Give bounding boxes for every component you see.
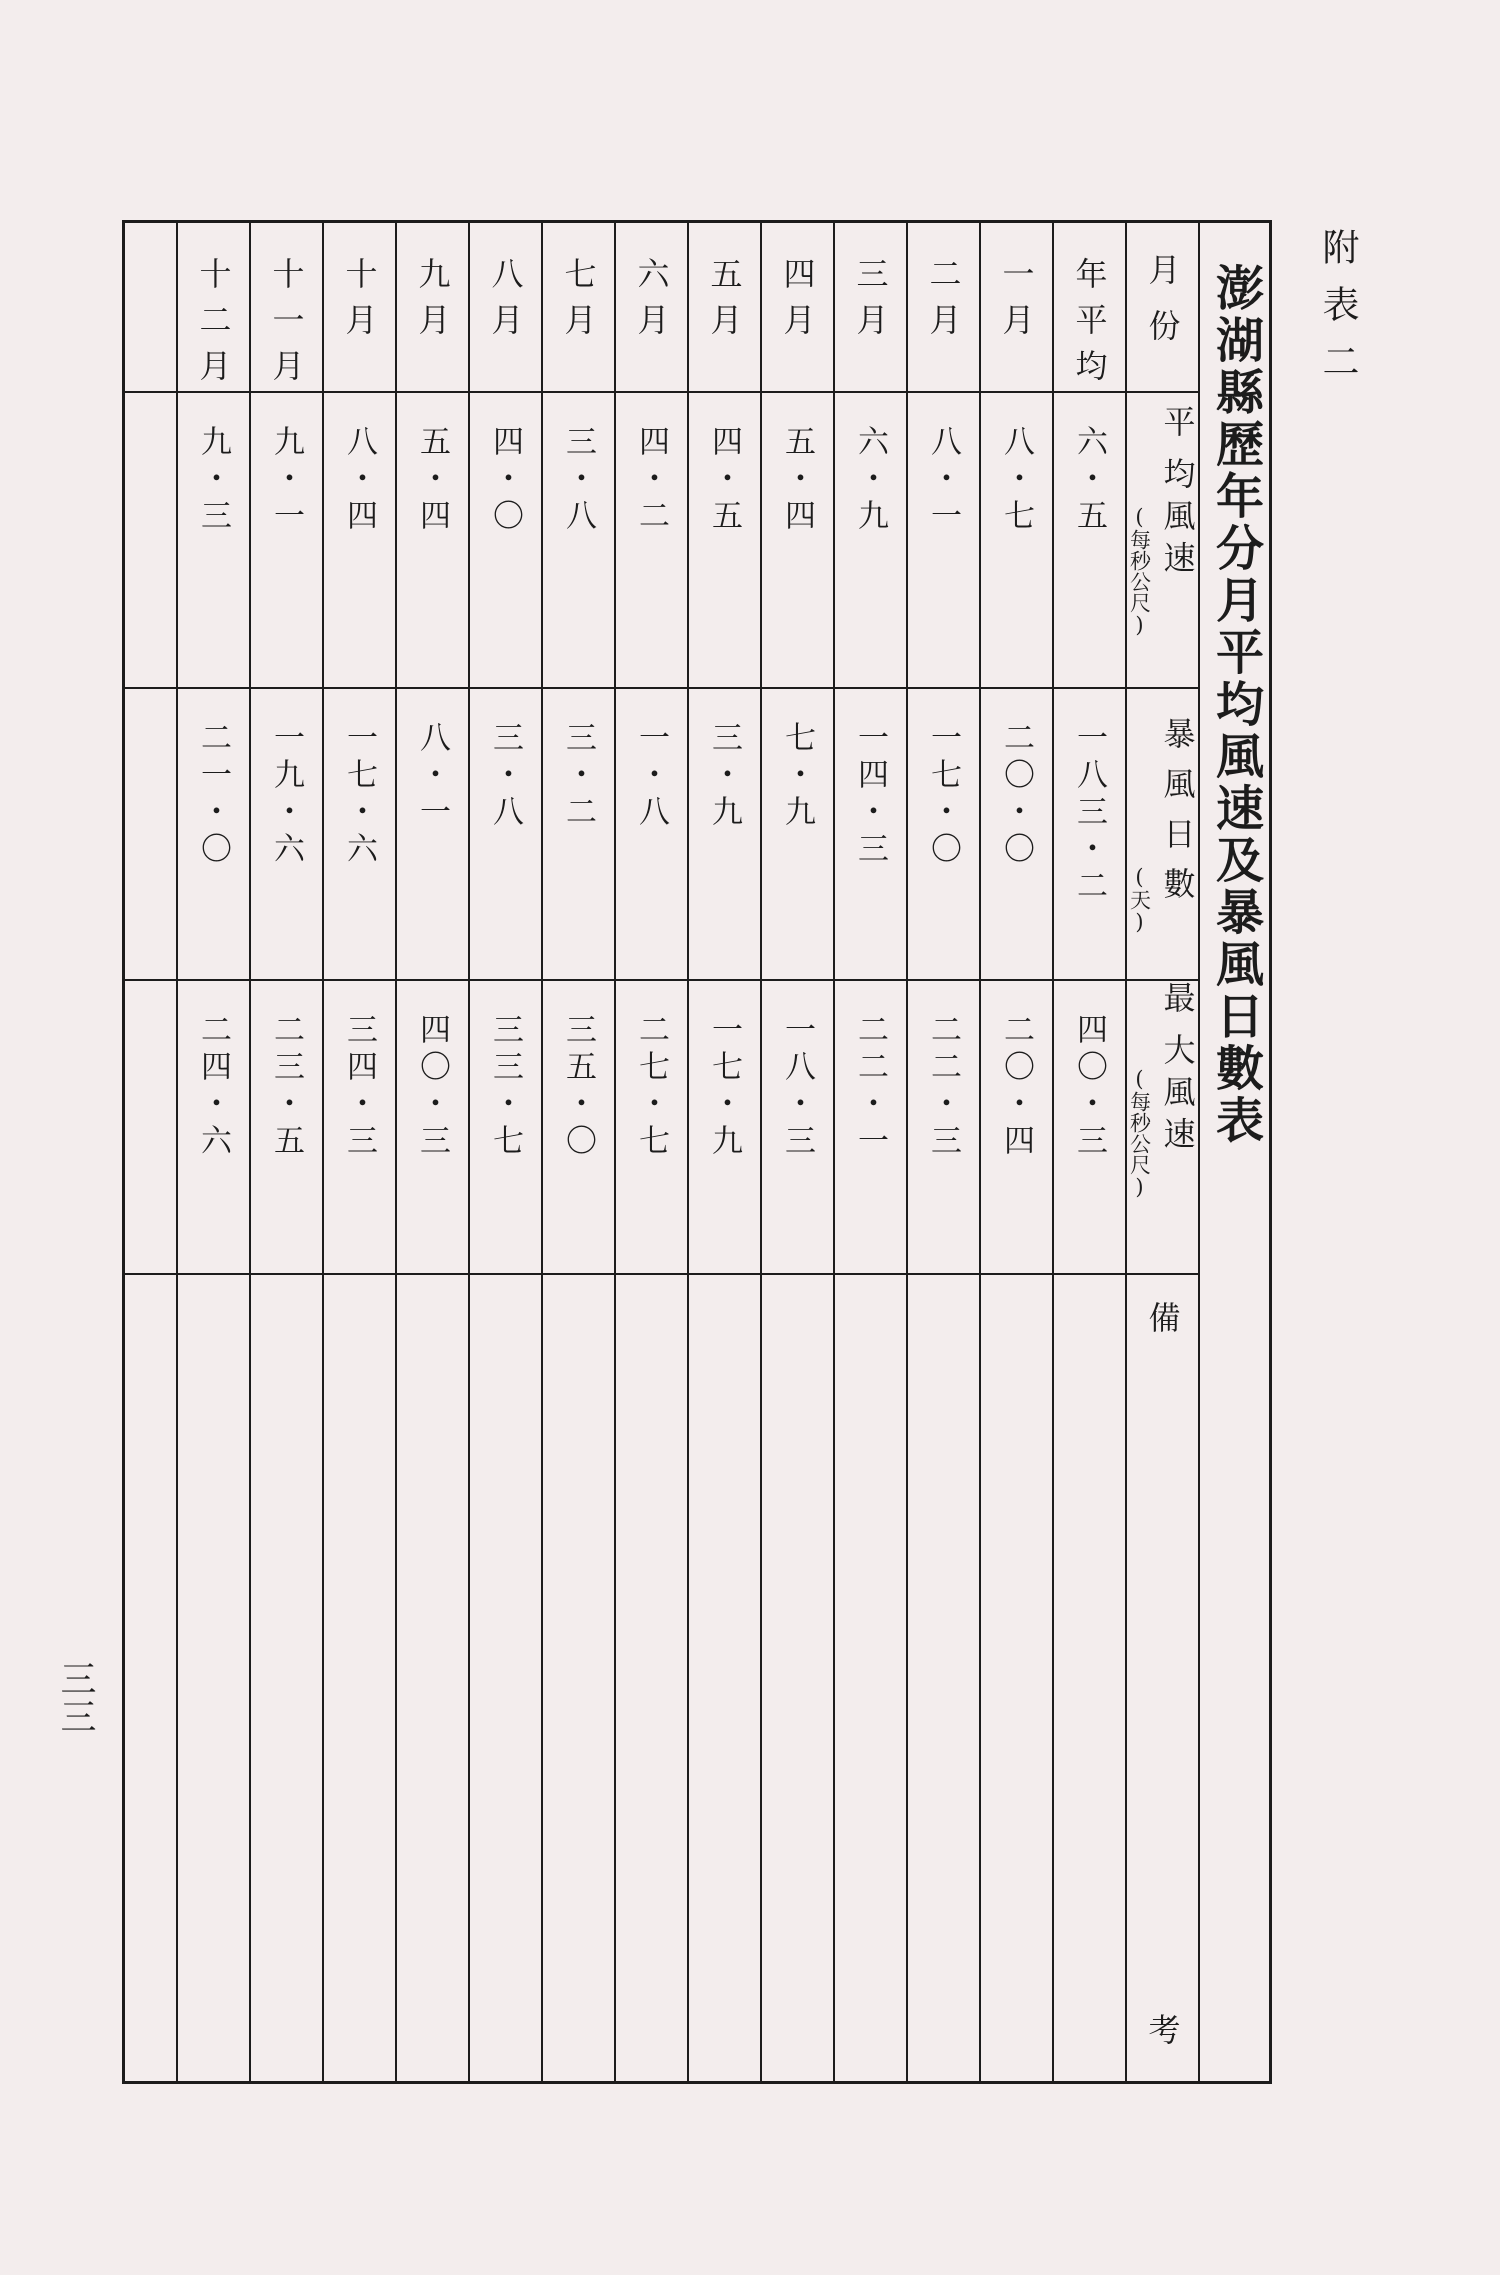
- cell-storm-days: 三・二: [560, 721, 596, 832]
- table-title: 澎湖縣歷年分月平均風速及暴風日數表: [1207, 263, 1264, 1147]
- cell-max-wind: 二二・一: [852, 1013, 888, 1161]
- cell-avg-wind: 四・二: [633, 425, 669, 536]
- cell-avg-wind: 三・八: [560, 425, 596, 536]
- cell-month: 十一月: [267, 257, 306, 395]
- row-divider-4: [125, 1273, 1198, 1275]
- cell-max-wind: 二二・三: [925, 1013, 961, 1161]
- header-storm-days-unit: (天): [1127, 865, 1152, 934]
- cell-storm-days: 二〇・〇: [998, 721, 1034, 869]
- cell-storm-days: 一九・六: [268, 721, 304, 869]
- cell-storm-days: 一四・三: [852, 721, 888, 869]
- table-column: [906, 223, 979, 2081]
- cell-avg-wind: 八・七: [998, 425, 1034, 536]
- title-column: [1198, 223, 1272, 2081]
- table-column: [760, 223, 833, 2081]
- cell-max-wind: 二〇・四: [998, 1013, 1034, 1161]
- cell-max-wind: 二四・六: [195, 1013, 231, 1161]
- cell-storm-days: 三・九: [706, 721, 742, 832]
- table-column: [468, 223, 541, 2081]
- table-column: [614, 223, 687, 2081]
- cell-avg-wind: 五・四: [779, 425, 815, 536]
- cell-storm-days: 一八三・二: [1071, 721, 1107, 906]
- row-divider-3: [125, 979, 1198, 981]
- header-column: [1125, 223, 1198, 2081]
- header-remarks-a: 備: [1143, 1301, 1182, 1333]
- cell-storm-days: 一七・六: [341, 721, 377, 869]
- header-avg-wind-unit: (每秒公尺): [1127, 505, 1152, 637]
- cell-storm-days: 三・八: [487, 721, 523, 832]
- header-month: 月份: [1143, 253, 1182, 365]
- header-avg-wind-a: 平: [1158, 405, 1197, 447]
- cell-month: 二月: [924, 257, 963, 349]
- cell-avg-wind: 四・〇: [487, 425, 523, 536]
- cell-max-wind: 二三・五: [268, 1013, 304, 1161]
- cell-month: 七月: [559, 257, 598, 349]
- cell-month: 四月: [778, 257, 817, 349]
- cell-month: 十月: [340, 257, 379, 349]
- cell-month: 六月: [632, 257, 671, 349]
- table-column: [687, 223, 760, 2081]
- cell-storm-days: 一七・〇: [925, 721, 961, 869]
- cell-max-wind: 三四・三: [341, 1013, 377, 1161]
- cell-max-wind: 四〇・三: [414, 1013, 450, 1161]
- cell-avg-wind: 六・九: [852, 425, 888, 536]
- cell-avg-wind: 五・四: [414, 425, 450, 536]
- cell-max-wind: 一八・三: [779, 1013, 815, 1161]
- cell-month: 八月: [486, 257, 525, 349]
- header-avg-wind-b: 均風速: [1158, 457, 1197, 583]
- table-column: [322, 223, 395, 2081]
- cell-max-wind: 四〇・三: [1071, 1013, 1107, 1161]
- cell-storm-days: 一・八: [633, 721, 669, 832]
- page-number: 三三: [55, 1660, 96, 1736]
- table-column: [249, 223, 322, 2081]
- cell-storm-days: 七・九: [779, 721, 815, 832]
- cell-month: 年平均: [1070, 257, 1109, 395]
- cell-max-wind: 一七・九: [706, 1013, 742, 1161]
- row-divider-1: [125, 391, 1198, 393]
- header-remarks-b: 考: [1143, 2013, 1182, 2045]
- table-column: [1052, 223, 1125, 2081]
- header-storm-days: 暴風日數: [1158, 717, 1197, 917]
- cell-avg-wind: 四・五: [706, 425, 742, 536]
- cell-avg-wind: 六・五: [1071, 425, 1107, 536]
- cell-month: 十二月: [194, 257, 233, 395]
- appendix-label: 附表二: [1316, 228, 1359, 399]
- cell-avg-wind: 八・四: [341, 425, 377, 536]
- cell-max-wind: 三三・七: [487, 1013, 523, 1161]
- table-column: [176, 223, 249, 2081]
- cell-max-wind: 二七・七: [633, 1013, 669, 1161]
- header-max-wind-a: 最: [1158, 981, 1197, 1023]
- cell-max-wind: 三五・〇: [560, 1013, 596, 1161]
- cell-avg-wind: 八・一: [925, 425, 961, 536]
- table-column: [833, 223, 906, 2081]
- header-max-wind-b: 大風速: [1158, 1033, 1197, 1159]
- table-column: [541, 223, 614, 2081]
- cell-avg-wind: 九・三: [195, 425, 231, 536]
- cell-storm-days: 二一・〇: [195, 721, 231, 869]
- header-max-wind-unit: (每秒公尺): [1127, 1067, 1152, 1199]
- cell-storm-days: 八・一: [414, 721, 450, 832]
- cell-month: 五月: [705, 257, 744, 349]
- row-divider-2: [125, 687, 1198, 689]
- cell-month: 九月: [413, 257, 452, 349]
- cell-month: 三月: [851, 257, 890, 349]
- cell-avg-wind: 九・一: [268, 425, 304, 536]
- table-column: [395, 223, 468, 2081]
- wind-speed-table: [122, 220, 1272, 2084]
- table-column: [979, 223, 1052, 2081]
- cell-month: 一月: [997, 257, 1036, 349]
